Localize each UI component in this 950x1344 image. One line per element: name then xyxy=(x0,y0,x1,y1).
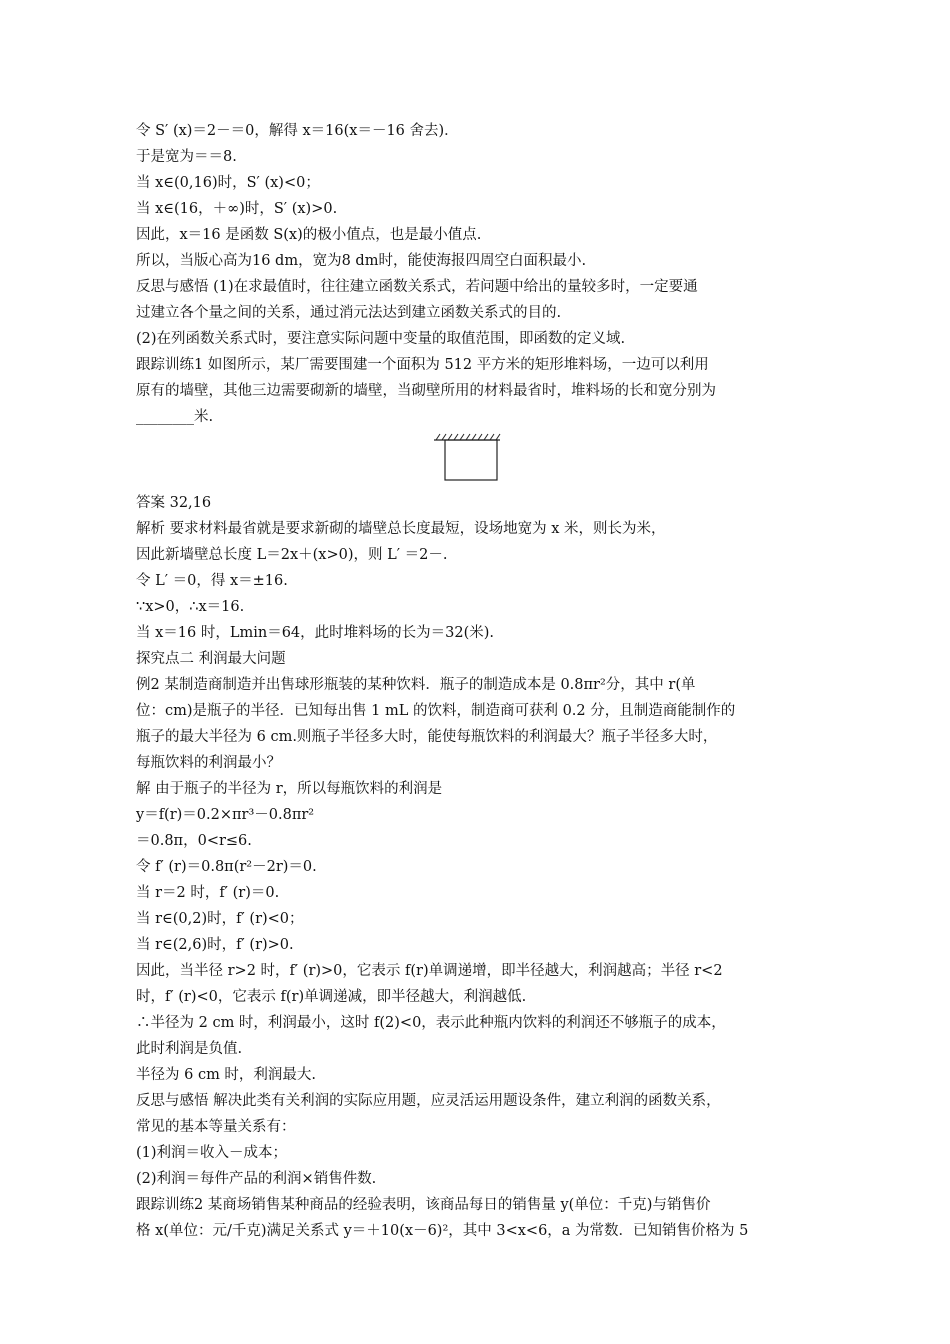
text-line: 反思与感悟 解决此类有关利润的实际应用题，应灵活运用题设条件，建立利润的函数关系， xyxy=(136,1093,721,1109)
text-line: ∵x>0，∴x＝16. xyxy=(136,599,245,615)
text-line: 当 r＝2 时，f′ (r)＝0. xyxy=(136,885,280,901)
text-line: 因此，当半径 r>2 时，f′ (r)>0，它表示 f(r)单调递增，即半径越大，利润越高；半径 r<2 xyxy=(136,963,723,979)
text-line: 跟踪训练2 某商场销售某种商品的经验表明，该商品每日的销售量 y(单位：千克)与销售价 xyxy=(136,1197,711,1213)
text-line: 当 x∈(0,16)时，S′ (x)<0； xyxy=(136,175,320,191)
text-line: 解 由于瓶子的半径为 r，所以每瓶饮料的利润是 xyxy=(136,781,443,797)
text-line: (1)利润＝收入－成本； xyxy=(136,1145,288,1161)
text-line: 当 x＝16 时，Lmin＝64，此时堆料场的长为＝32(米). xyxy=(136,625,495,641)
text-line: 原有的墙壁，其他三边需要砌新的墙壁，当砌壁所用的材料最省时，堆料场的长和宽分别为 xyxy=(136,383,716,399)
text-line: 所以，当版心高为16 dm，宽为8 dm时，能使海报四周空白面积最小. xyxy=(136,253,587,269)
document-page xyxy=(136,118,826,1244)
figure-wall-rectangle xyxy=(136,430,826,490)
text-line: 半径为 6 cm 时，利润最大. xyxy=(136,1067,317,1083)
text-line: 解析 要求材料最省就是要求新砌的墙壁总长度最短，设场地宽为 x 米，则长为米， xyxy=(136,521,666,537)
text-line: 当 r∈(0,2)时，f′ (r)<0； xyxy=(136,911,304,927)
text-line: ________米. xyxy=(136,409,214,425)
text-line: ＝0.8π，0<r≤6. xyxy=(136,833,252,849)
text-line: 令 L′ ＝0，得 x＝±16. xyxy=(136,573,288,589)
wall-diagram xyxy=(430,432,504,484)
text-block-top xyxy=(136,118,826,430)
text-line: ∴半径为 2 cm 时，利润最小，这时 f(2)<0，表示此种瓶内饮料的利润还不够瓶子的成本， xyxy=(136,1015,726,1031)
text-line: 跟踪训练1 如图所示，某厂需要围建一个面积为 512 平方米的矩形堆料场，一边可以利用 xyxy=(136,357,709,373)
text-line: 于是宽为＝＝8. xyxy=(136,149,237,165)
text-line: 此时利润是负值. xyxy=(136,1041,243,1057)
text-line: 例2 某制造商制造并出售球形瓶装的某种饮料．瓶子的制造成本是 0.8πr²分，其中 r(单 xyxy=(136,677,696,693)
text-line: y＝f(r)＝0.2×πr³－0.8πr² xyxy=(136,807,315,823)
text-line: 令 S′ (x)＝2－＝0，解得 x＝16(x＝－16 舍去)． xyxy=(136,123,459,139)
text-line: 探究点二 利润最大问题 xyxy=(136,651,286,667)
text-block-bottom xyxy=(136,490,826,1244)
text-line: 瓶子的最大半径为 6 cm.则瓶子半径多大时，能使每瓶饮料的利润最大？瓶子半径多大时， xyxy=(136,729,718,745)
text-line: 因此，x＝16 是函数 S(x)的极小值点，也是最小值点. xyxy=(136,227,482,243)
text-line: 答案 32,16 xyxy=(136,495,212,511)
text-line: 位：cm)是瓶子的半径．已知每出售 1 mL 的饮料，制造商可获利 0.2 分，且制造商能制作的 xyxy=(136,703,736,719)
text-line: 时，f′ (r)<0，它表示 f(r)单调递减，即半径越大，利润越低. xyxy=(136,989,527,1005)
text-line: 格 x(单位：元/千克)满足关系式 y＝＋10(x－6)²，其中 3<x<6，a 为常数．已知销售价格为 5 xyxy=(136,1223,749,1239)
text-line: 当 r∈(2,6)时，f′ (r)>0. xyxy=(136,937,294,953)
text-line: 当 x∈(16，＋∞)时，S′ (x)>0. xyxy=(136,201,338,217)
text-line: 因此新墙壁总长度 L＝2x＋(x>0)，则 L′ ＝2－. xyxy=(136,547,448,563)
text-line: (2)在列函数关系式时，要注意实际问题中变量的取值范围，即函数的定义域. xyxy=(136,331,626,347)
text-line: 令 f′ (r)＝0.8π(r²－2r)＝0. xyxy=(136,859,317,875)
text-line: 常见的基本等量关系有： xyxy=(136,1119,296,1135)
text-line: (2)利润＝每件产品的利润×销售件数. xyxy=(136,1171,377,1187)
text-line: 反思与感悟 (1)在求最值时，往往建立函数关系式，若问题中给出的量较多时，一定要通 xyxy=(136,279,698,295)
text-line: 过建立各个量之间的关系，通过消元法达到建立函数关系式的目的. xyxy=(136,305,562,321)
text-line: 每瓶饮料的利润最小？ xyxy=(136,755,281,771)
